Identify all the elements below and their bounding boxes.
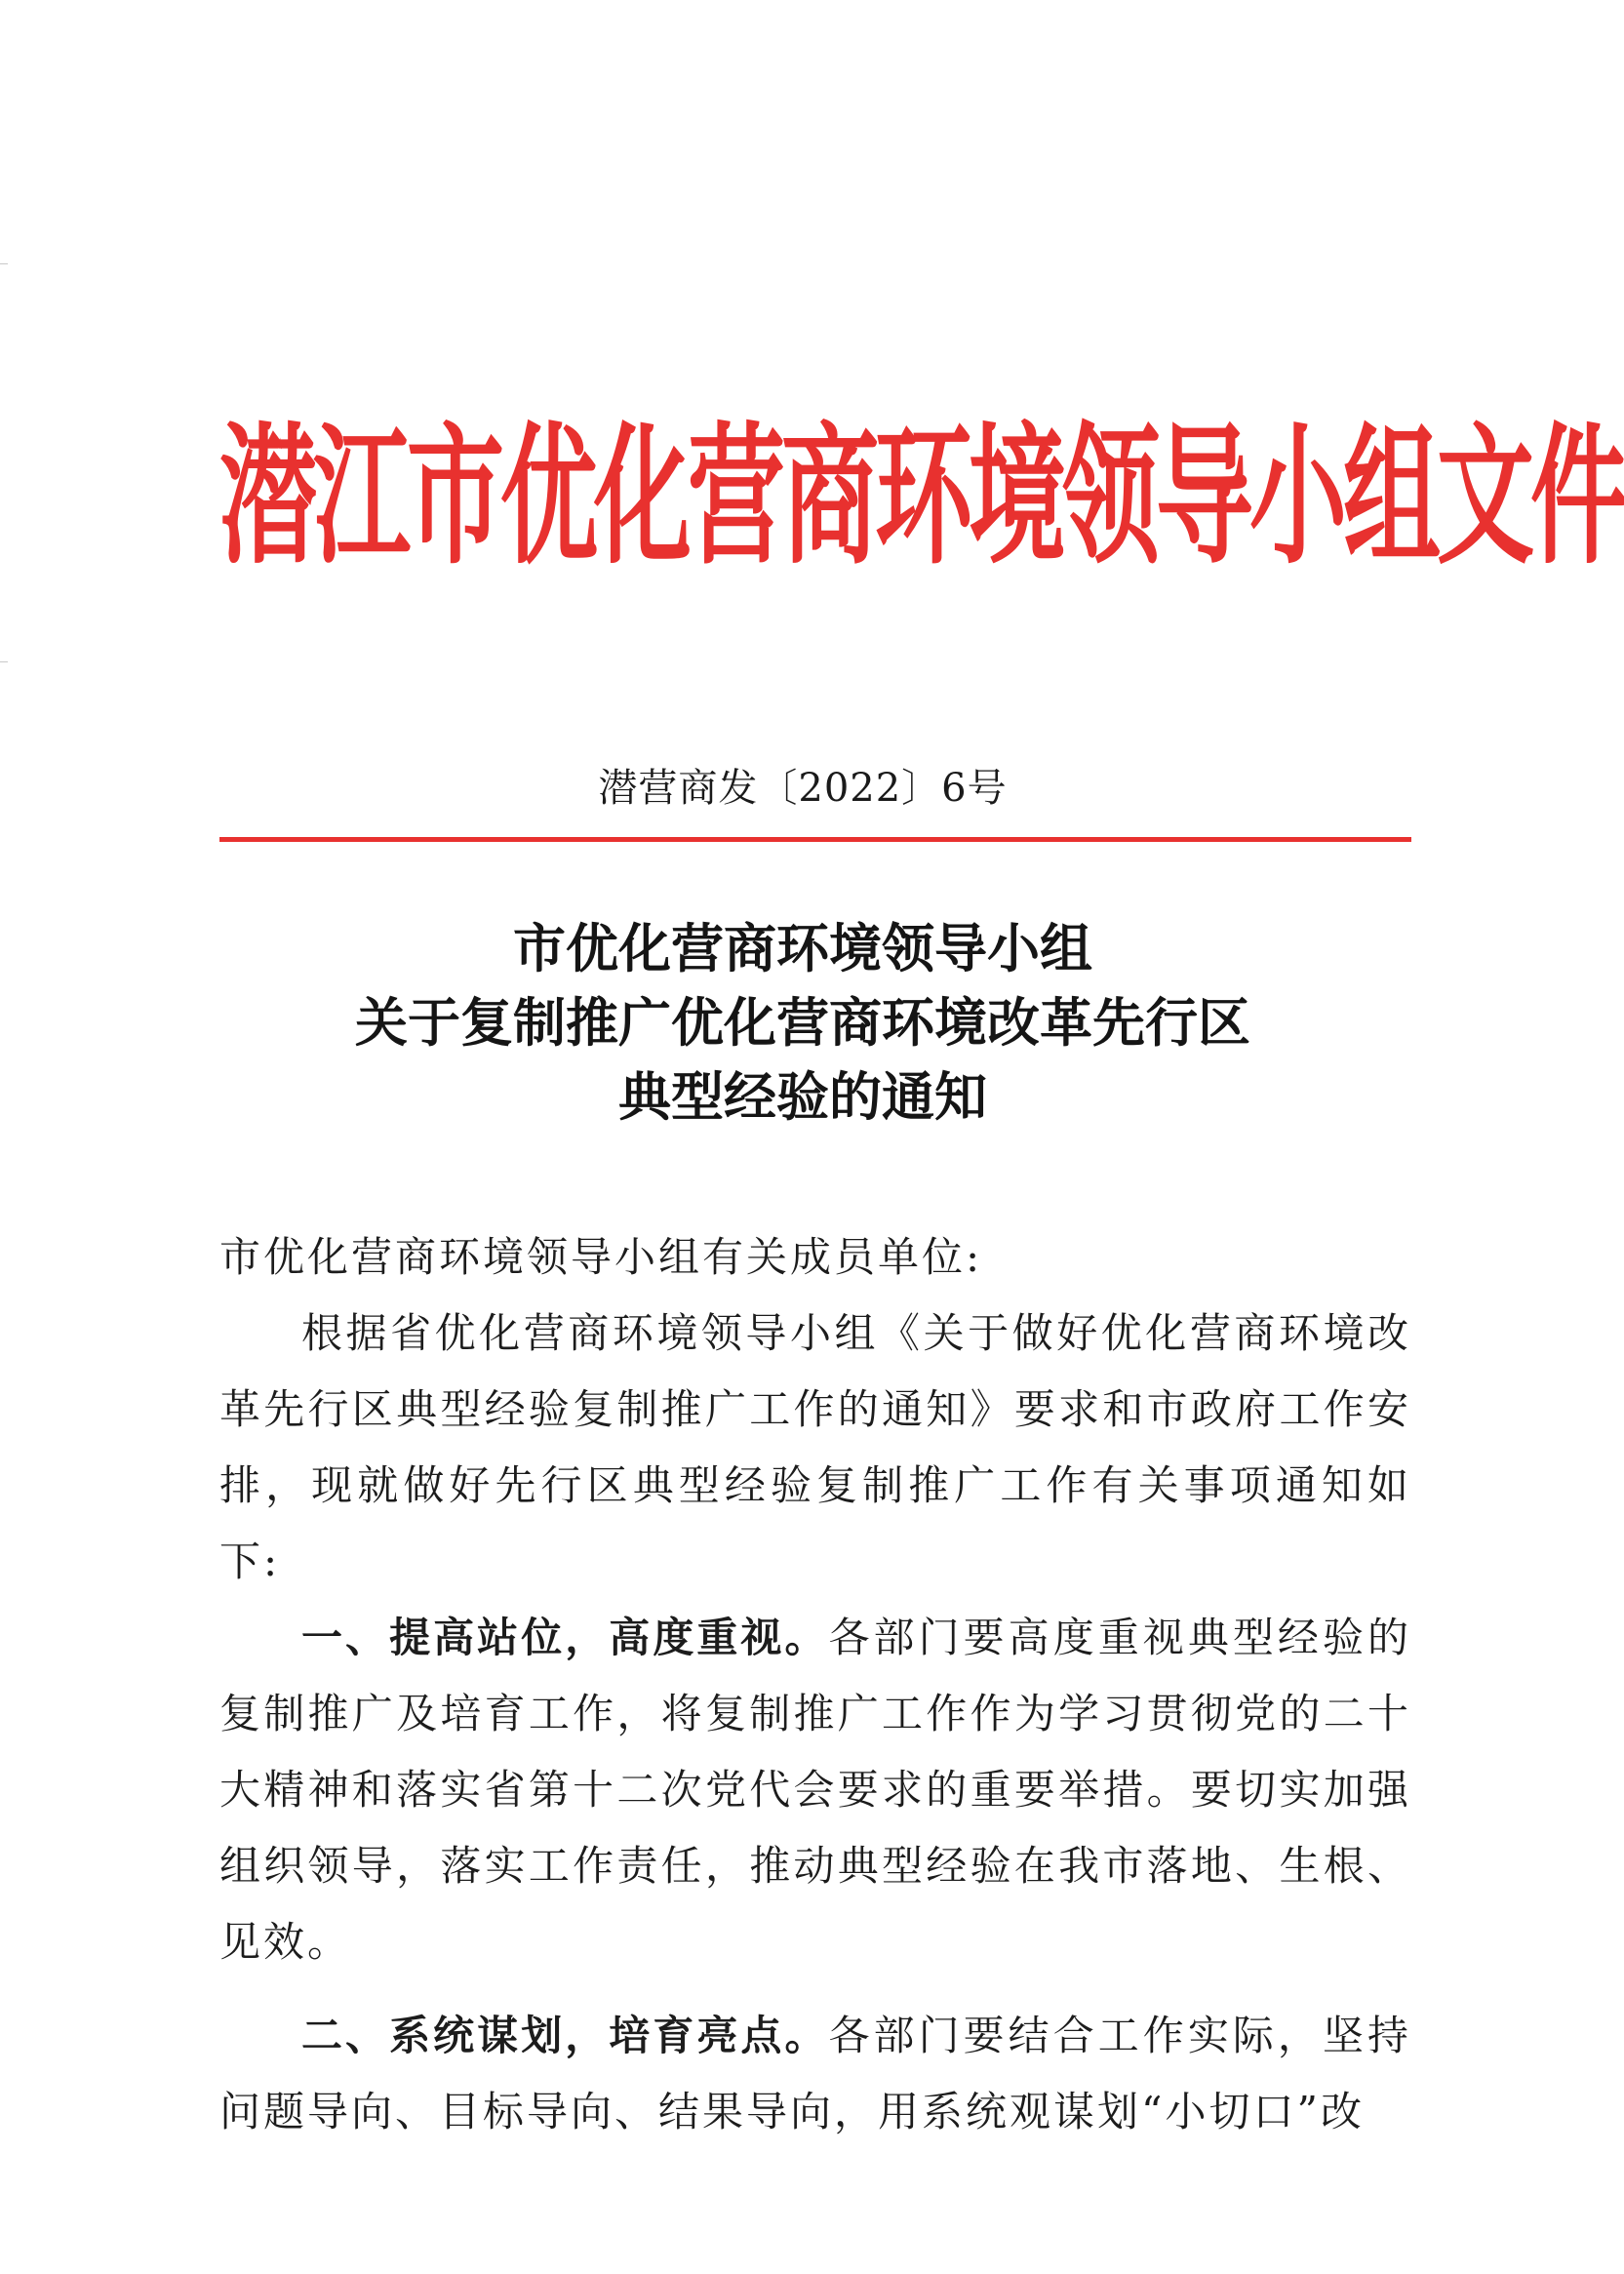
issuing-authority-title: 潜江市优化营商环境领导小组文件 xyxy=(219,408,1624,585)
notice-title-line: 市优化营商环境领导小组 xyxy=(513,918,1092,979)
notice-title-line: 关于复制推广优化营商环境改革先行区 xyxy=(355,992,1250,1054)
salutation: 市优化营商环境领导小组有关成员单位: xyxy=(219,1233,983,1281)
scan-margin-mark xyxy=(0,661,8,662)
section-paragraph xyxy=(219,1998,1411,2150)
red-separator-line xyxy=(219,837,1411,842)
notice-title xyxy=(0,912,1605,1135)
section-heading: 一、提高站位，高度重视。 xyxy=(301,1614,829,1661)
section-text: 各部门要结合工作实际，坚持问题导向、目标导向、结果导向，用系统观谋划“小切口”改 xyxy=(219,2012,1411,2135)
notice-title-line: 典型经验的通知 xyxy=(618,1066,987,1128)
document-body xyxy=(219,1219,1411,2150)
section-heading: 二、系统谋划，培育亮点。 xyxy=(301,2012,829,2059)
scan-margin-mark xyxy=(0,263,8,264)
document-number: 潜营商发〔2022〕6号 xyxy=(598,766,1008,811)
section-paragraph xyxy=(219,1600,1411,1980)
section-text: 各部门要高度重视典型经验的复制推广及培育工作，将复制推广工作作为学习贯彻党的二十大精神和落实省第十二次党代会要求的重要举措。要切实加强组织领导，落实工作责任，推动典型经验在我市落地、生根、见效。 xyxy=(219,1614,1411,1966)
intro-paragraph: 根据省优化营商环境领导小组《关于做好优化营商环境改革先行区典型经验复制推广工作的通知》要求和市政府工作安排，现就做好先行区典型经验复制推广工作有关事项通知如下: xyxy=(219,1309,1411,1585)
